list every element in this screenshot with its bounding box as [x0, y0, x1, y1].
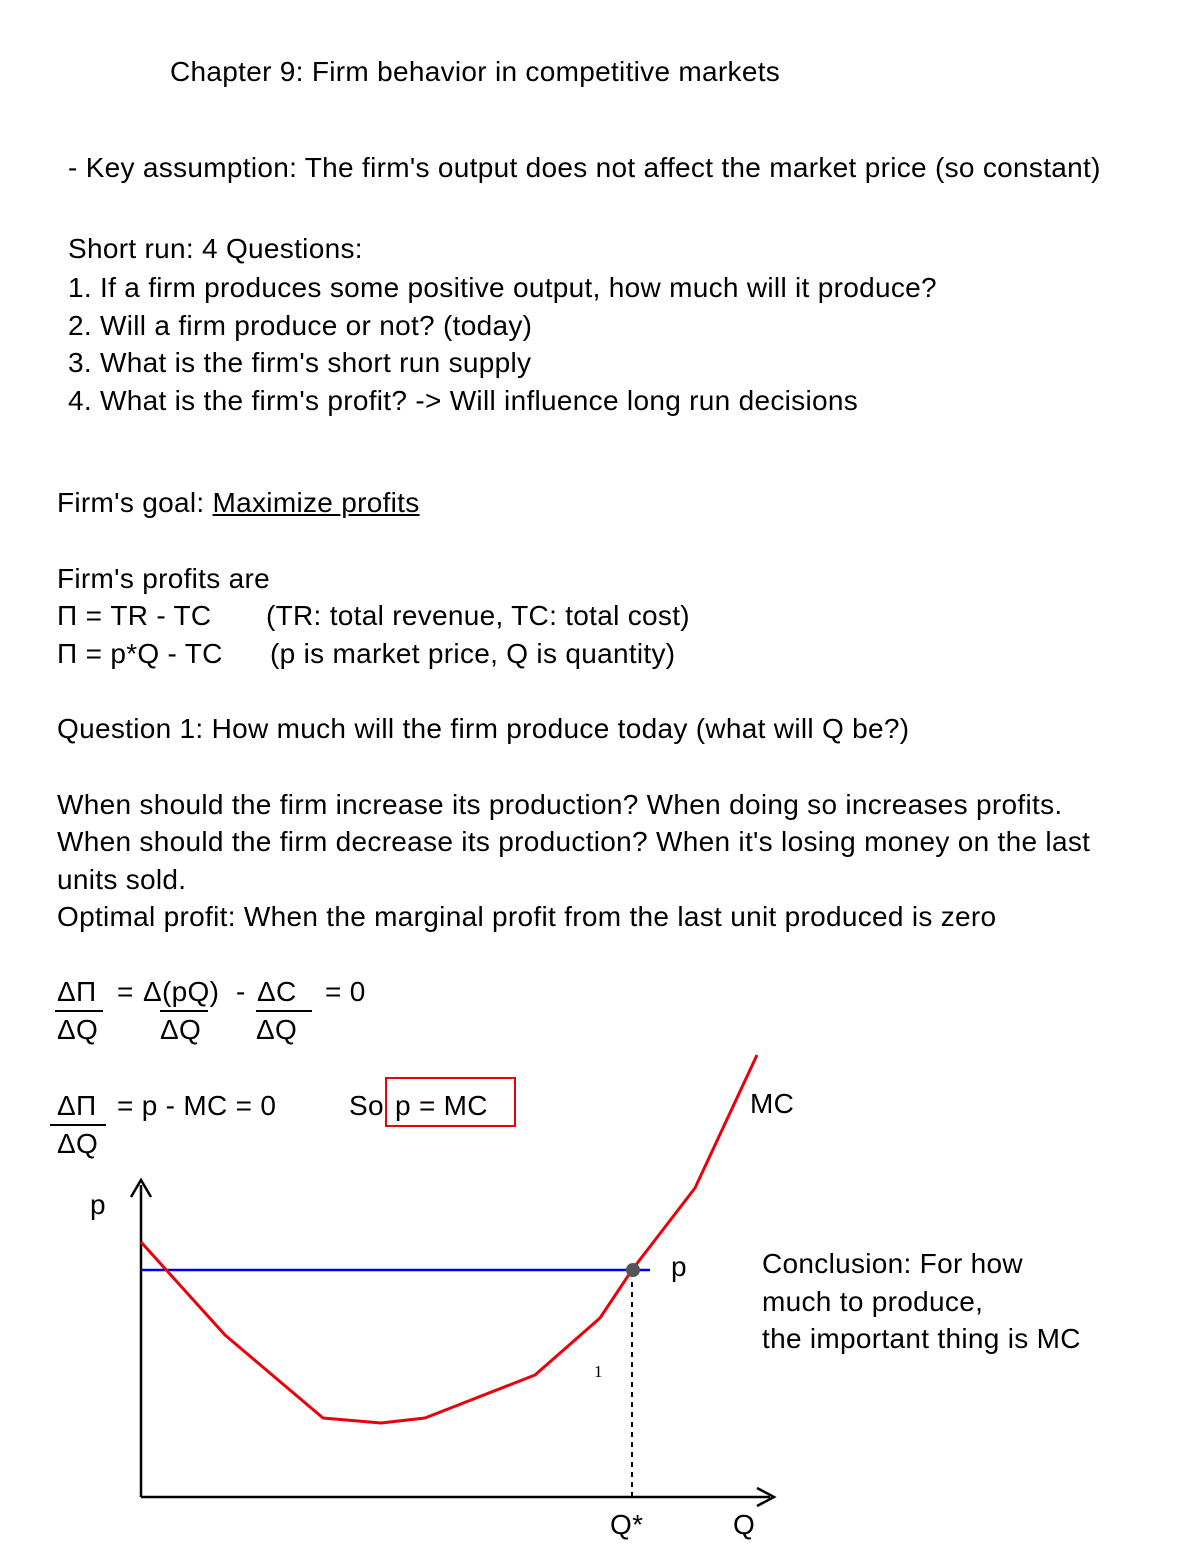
equilibrium-point [626, 1263, 640, 1277]
short-run-heading: Short run: 4 Questions: [68, 233, 363, 264]
profit-equation-1: Π = TR - TC [57, 600, 212, 631]
delta-q-denominator: ΔQ [57, 1014, 99, 1045]
delta-q-denominator: ΔQ [160, 1014, 202, 1045]
delta-pi-numerator: ΔΠ [57, 1090, 97, 1121]
conclusion-line: much to produce, [762, 1286, 984, 1317]
key-assumption: - Key assumption: The firm's output does not affect the market price (so constant) [68, 152, 1101, 183]
when-line: units sold. [57, 864, 187, 895]
firm-goal-prefix: Firm's goal: [57, 487, 213, 518]
equals-sign: = [117, 976, 134, 1007]
profit-equation-1-note: (TR: total revenue, TC: total cost) [266, 600, 690, 631]
delta-q-denominator: ΔQ [256, 1014, 298, 1045]
firm-goal [57, 486, 420, 520]
equals-zero: = 0 [325, 976, 366, 1007]
so-label: So [349, 1090, 384, 1121]
question-item: 3. What is the firm's short run supply [68, 347, 532, 378]
question-item: 4. What is the firm's profit? -> Will influence long run decisions [68, 385, 859, 416]
fraction-bar [55, 1010, 103, 1012]
fraction-bar [256, 1010, 312, 1012]
optimal-profit-line: Optimal profit: When the marginal profit from the last unit produced is zero [57, 901, 997, 932]
delta-c-numerator: ΔC [257, 976, 297, 1007]
y-axis-arrow [131, 1180, 151, 1197]
delta-pi-numerator: ΔΠ [57, 976, 97, 1007]
p-minus-mc: = p - MC = 0 [117, 1090, 277, 1121]
conclusion-line: Conclusion: For how [762, 1248, 1023, 1279]
fraction-bar [50, 1124, 106, 1126]
delta-pq-numerator: Δ(pQ) [143, 976, 220, 1007]
firm-goal-text: Maximize profits [212, 487, 420, 518]
profit-equation-2: Π = p*Q - TC [57, 638, 223, 669]
x-axis-arrow [757, 1488, 774, 1506]
conclusion-line: the important thing is MC [762, 1323, 1081, 1354]
q-star-label: Q* [610, 1509, 644, 1540]
question-1: Question 1: How much will the firm produce today (what will Q be?) [57, 713, 910, 744]
price-line-label: p [671, 1251, 687, 1282]
y-axis-label: p [90, 1189, 106, 1220]
when-line: When should the firm decrease its production? When it's losing money on the last [57, 826, 1091, 857]
delta-q-denominator: ΔQ [57, 1128, 99, 1159]
p-equals-mc: p = MC [395, 1090, 488, 1121]
mc-label: MC [750, 1088, 795, 1119]
profit-equation-2-note: (p is market price, Q is quantity) [270, 638, 676, 669]
profits-heading: Firm's profits are [57, 563, 270, 594]
when-line: When should the firm increase its production? When doing so increases profits. [57, 789, 1063, 820]
page-title: Chapter 9: Firm behavior in competitive markets [170, 56, 781, 87]
x-axis-label: Q [733, 1509, 756, 1540]
question-item: 2. Will a firm produce or not? (today) [68, 310, 533, 341]
question-item: 1. If a firm produces some positive output, how much will it produce? [68, 272, 937, 303]
fraction-bar [160, 1010, 208, 1012]
small-label: 1 [594, 1362, 603, 1381]
minus-sign: - [236, 976, 246, 1007]
